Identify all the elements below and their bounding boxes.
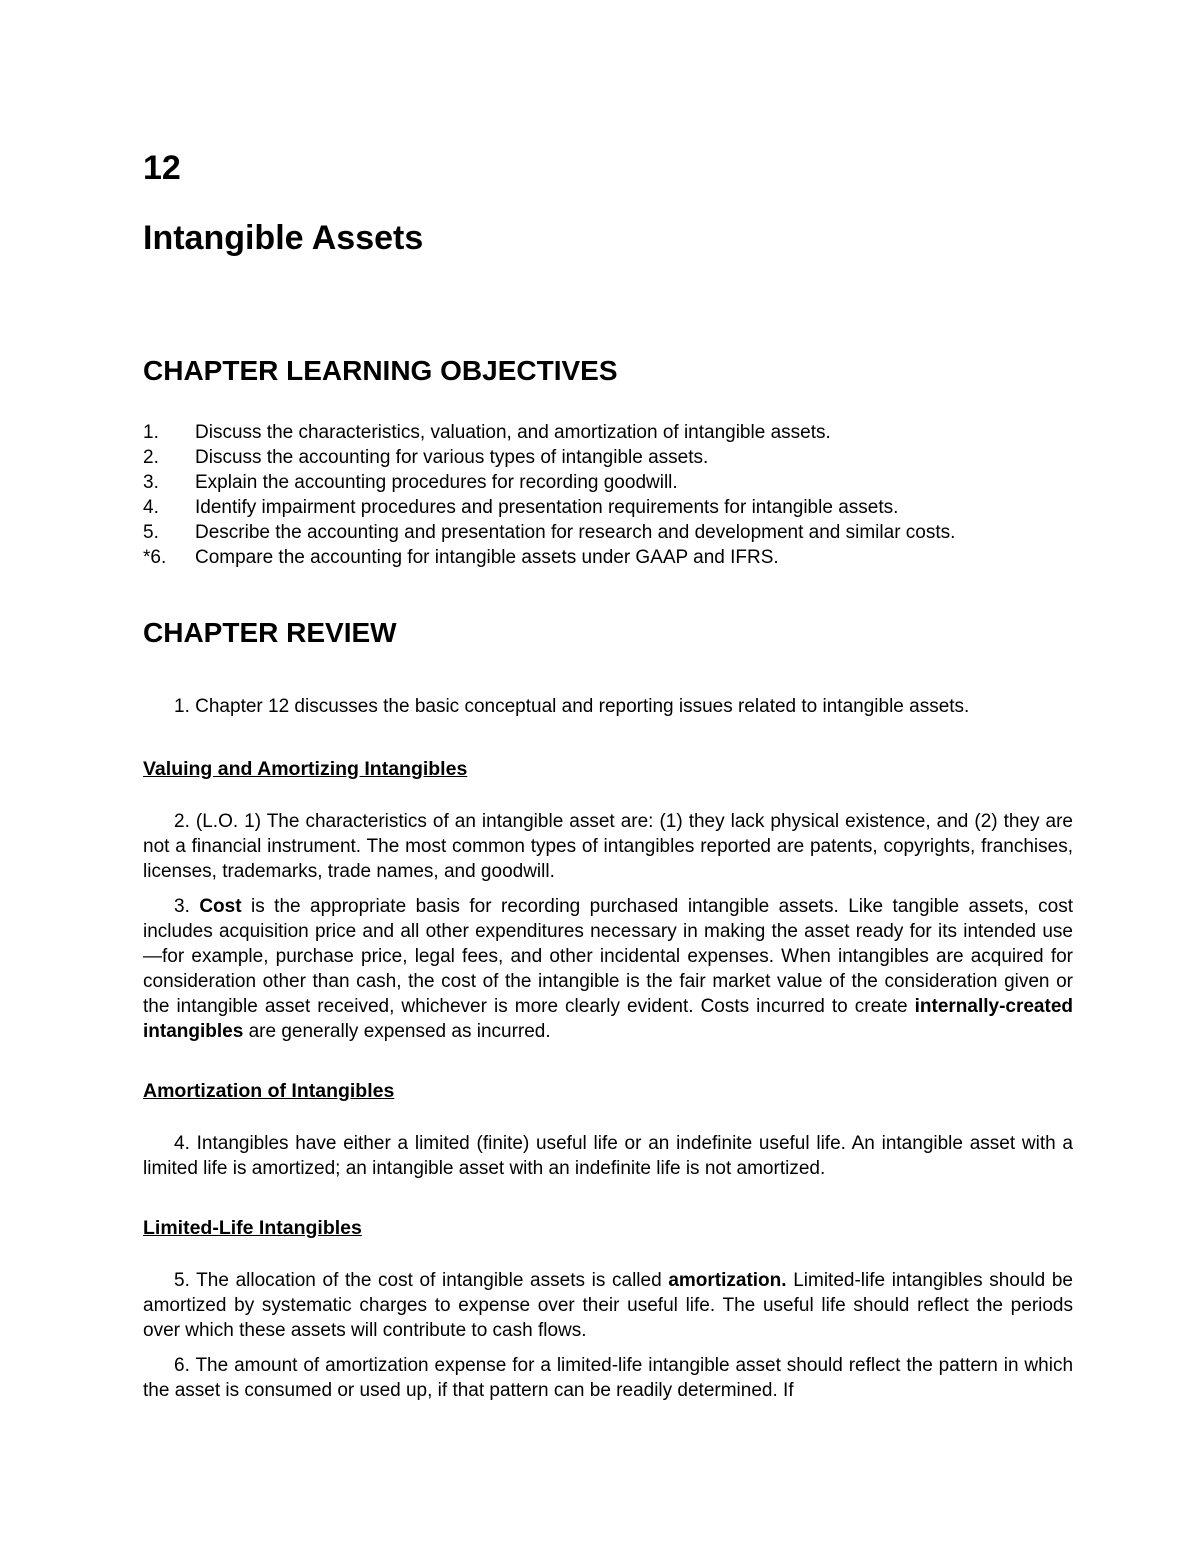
list-item <box>143 545 1073 570</box>
bold-term: amortization. <box>668 1270 787 1291</box>
list-item <box>143 420 1073 445</box>
list-item-text: Identify impairment procedures and presentation requirements for intangible assets. <box>195 497 899 518</box>
list-item <box>143 445 1073 470</box>
subheading-limited-life: Limited-Life Intangibles <box>143 1217 362 1239</box>
bold-term: internally-created intangibles <box>143 996 1074 1042</box>
subheading-valuing: Valuing and Amortizing Intangibles <box>143 758 468 780</box>
list-item-number: 4. <box>143 497 159 518</box>
paragraph-number: 2. <box>174 811 190 832</box>
list-item-number: 5. <box>143 522 159 543</box>
paragraph-text: (L.O. 1) The characteristics of an intangible asset are: (1) they lack physical existence, and (2) they are not a financial instrument. The most common types of intangibles reported are patents, copyrights, franchises, licenses, trademarks, trade names, and goodwill. <box>143 811 1073 882</box>
list-item-text: Discuss the accounting for various types of intangible assets. <box>195 447 709 468</box>
list-item <box>143 470 1073 495</box>
review-paragraph-2 <box>143 809 1073 884</box>
review-paragraph-3 <box>143 894 1073 1044</box>
review-paragraph-4 <box>143 1131 1073 1181</box>
document-page <box>143 148 1073 1403</box>
paragraph-number: 1. <box>174 696 190 717</box>
paragraph-number: 5. <box>174 1270 190 1291</box>
review-paragraph-1 <box>143 694 1073 719</box>
review-paragraph-5 <box>143 1268 1073 1343</box>
chapter-title: Intangible Assets <box>143 219 424 257</box>
paragraph-text: Intangibles have either a limited (finite) useful life or an indefinite useful life. An intangible asset with a limited life is amortized; an intangible asset with an indefinite life is not amortized. <box>143 1133 1073 1179</box>
paragraph-number: 6. <box>174 1355 190 1376</box>
bold-term: Cost <box>199 896 242 917</box>
paragraph-text: Limited-life intangibles should be amortized by systematic charges to expense over their useful life. The useful life should reflect the periods over which these assets will contribute to cash flows. <box>143 1270 1073 1341</box>
list-item-text: Explain the accounting procedures for recording goodwill. <box>195 472 678 493</box>
chapter-number: 12 <box>143 149 181 187</box>
list-item-number: *6. <box>143 547 167 568</box>
review-heading: CHAPTER REVIEW <box>143 617 397 648</box>
list-item-number: 3. <box>143 472 159 493</box>
list-item-number: 2. <box>143 447 159 468</box>
list-item <box>143 520 1073 545</box>
list-item <box>143 495 1073 520</box>
paragraph-text: The amount of amortization expense for a limited-life intangible asset should reflect the pattern in which the asset is consumed or used up, if that pattern can be readily determined. If <box>143 1355 1074 1401</box>
paragraph-number: 3. <box>174 896 190 917</box>
objectives-heading: CHAPTER LEARNING OBJECTIVES <box>143 355 618 386</box>
paragraph-text: is the appropriate basis for recording purchased intangible assets. Like tangible assets, cost includes acquisition price and all other expenditures necessary in making the asset ready for its intended use—for example, purchase price, legal fees, and other incidental expenses. When intangibles are acquired for consideration other than cash, the cost of the intangible is the fair market value of the consideration given or the intangible asset received, whichever is more clearly evident. Costs incurred to create <box>143 896 1074 1017</box>
list-item-text: Compare the accounting for intangible assets under GAAP and IFRS. <box>195 547 779 568</box>
list-item-text: Discuss the characteristics, valuation, and amortization of intangible assets. <box>195 422 831 443</box>
paragraph-text: Chapter 12 discusses the basic conceptual and reporting issues related to intangible assets. <box>195 696 970 717</box>
objectives-list <box>143 420 1073 570</box>
list-item-number: 1. <box>143 422 159 443</box>
paragraph-text: are generally expensed as incurred. <box>248 1021 551 1042</box>
review-paragraph-6 <box>143 1353 1073 1403</box>
paragraph-number: 4. <box>174 1133 190 1154</box>
subheading-amortization: Amortization of Intangibles <box>143 1080 395 1102</box>
list-item-text: Describe the accounting and presentation for research and development and similar costs. <box>195 522 956 543</box>
paragraph-text: The allocation of the cost of intangible assets is called <box>196 1270 662 1291</box>
